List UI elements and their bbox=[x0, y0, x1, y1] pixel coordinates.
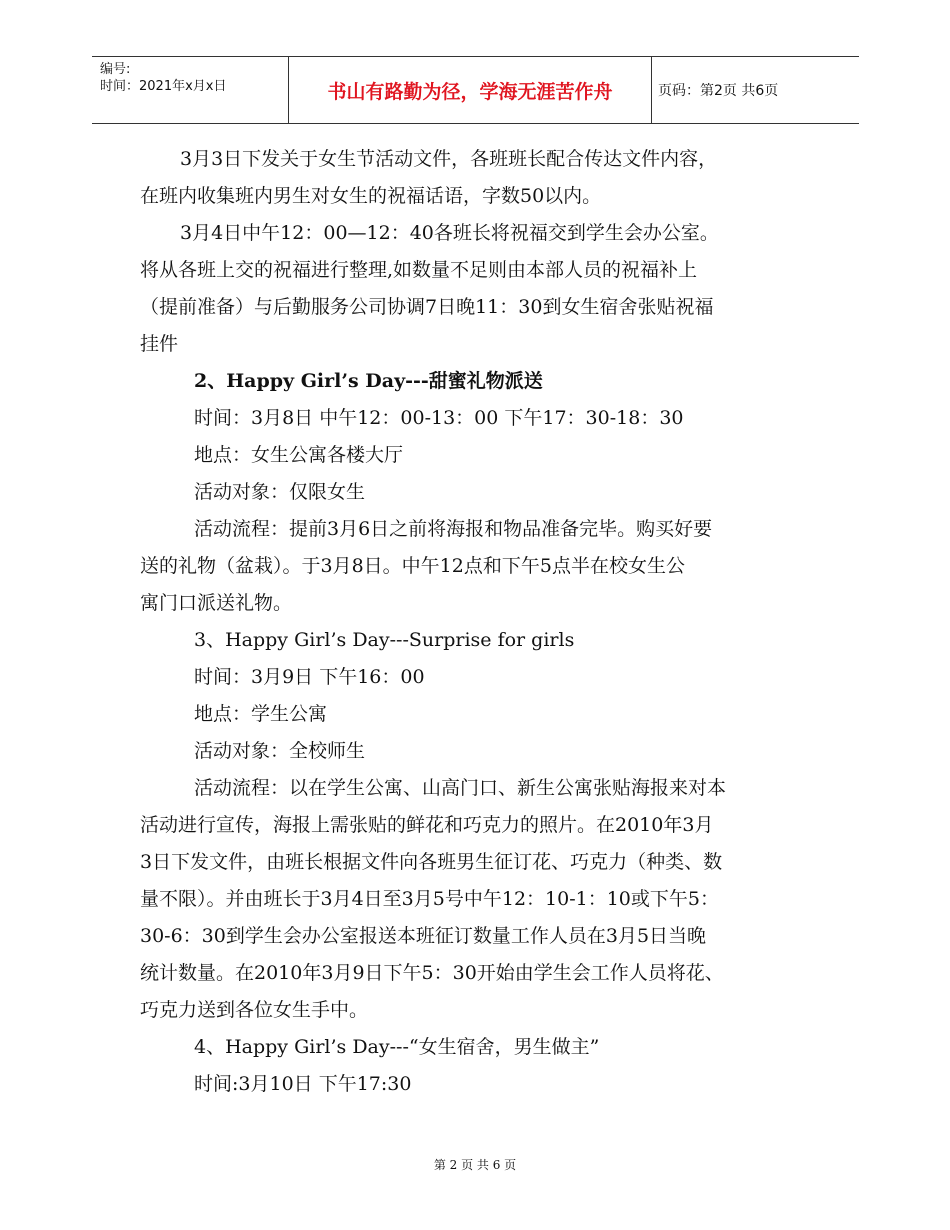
section-target: 活动对象：仅限女生 bbox=[194, 481, 366, 503]
paragraph-line: 送的礼物（盆栽）。于3月8日。中午12点和下午5点半在校女生公 bbox=[140, 555, 685, 577]
document-body bbox=[140, 141, 820, 1103]
paragraph-line: 活动流程：提前3月6日之前将海报和物品准备完毕。购买好要 bbox=[194, 518, 713, 540]
paragraph-line: 将从各班上交的祝福进行整理,如数量不足则由本部人员的祝福补上 bbox=[140, 259, 698, 281]
header-page-info: 页码：第2页 共6页 bbox=[658, 83, 779, 99]
section-target: 活动对象：全校师生 bbox=[194, 740, 366, 762]
section-heading: 3、Happy Girl’s Day---Surprise for girls bbox=[194, 629, 575, 651]
header-motto: 书山有路勤为径，学海无涯苦作舟 bbox=[288, 57, 652, 123]
section-heading: 2、Happy Girl’s Day---甜蜜礼物派送 bbox=[194, 370, 543, 392]
paragraph-line: 在班内收集班内男生对女生的祝福话语，字数50以内。 bbox=[140, 185, 602, 207]
paragraph-line: 挂件 bbox=[140, 333, 179, 355]
paragraph-line: 3日下发文件，由班长根据文件向各班男生征订花、巧克力（种类、数 bbox=[140, 851, 723, 873]
section-heading: 4、Happy Girl’s Day---“女生宿舍，男生做主” bbox=[194, 1036, 600, 1058]
document-header bbox=[92, 56, 859, 124]
document-number-label: 编号: bbox=[100, 62, 131, 77]
paragraph-line: 统计数量。在2010年3月9日下午5：30开始由学生会工作人员将花、 bbox=[140, 962, 724, 984]
paragraph-line: 活动进行宣传，海报上需张贴的鲜花和巧克力的照片。在2010年3月 bbox=[140, 814, 714, 836]
section-time: 时间：3月9日 下午16：00 bbox=[194, 666, 425, 688]
paragraph-line: 3月4日中午12：00—12：40各班长将祝福交到学生会办公室。 bbox=[180, 222, 719, 244]
paragraph-line: 寓门口派送礼物。 bbox=[140, 592, 293, 614]
paragraph-line: 30-6：30到学生会办公室报送本班征订数量工作人员在3月5日当晚 bbox=[140, 925, 707, 947]
header-meta bbox=[100, 57, 290, 127]
paragraph-line: （提前准备）与后勤服务公司协调7日晚11：30到女生宿舍张贴祝福 bbox=[140, 296, 714, 318]
document-date: 时间：2021年x月x日 bbox=[100, 79, 227, 94]
section-time: 时间:3月10日 下午17:30 bbox=[194, 1073, 412, 1095]
paragraph-line: 量不限）。并由班长于3月4日至3月5号中午12：10-1：10或下午5： bbox=[140, 888, 719, 910]
section-place: 地点：学生公寓 bbox=[194, 703, 328, 725]
paragraph-line: 活动流程：以在学生公寓、山高门口、新生公寓张贴海报来对本 bbox=[194, 777, 727, 799]
paragraph-line: 3月3日下发关于女生节活动文件，各班班长配合传达文件内容， bbox=[180, 148, 718, 170]
page-footer: 第 2 页 共 6 页 bbox=[433, 1158, 517, 1172]
section-place: 地点：女生公寓各楼大厅 bbox=[194, 444, 404, 466]
section-time: 时间：3月8日 中午12：00-13：00 下午17：30-18：30 bbox=[194, 407, 684, 429]
paragraph-line: 巧克力送到各位女生手中。 bbox=[140, 999, 369, 1021]
